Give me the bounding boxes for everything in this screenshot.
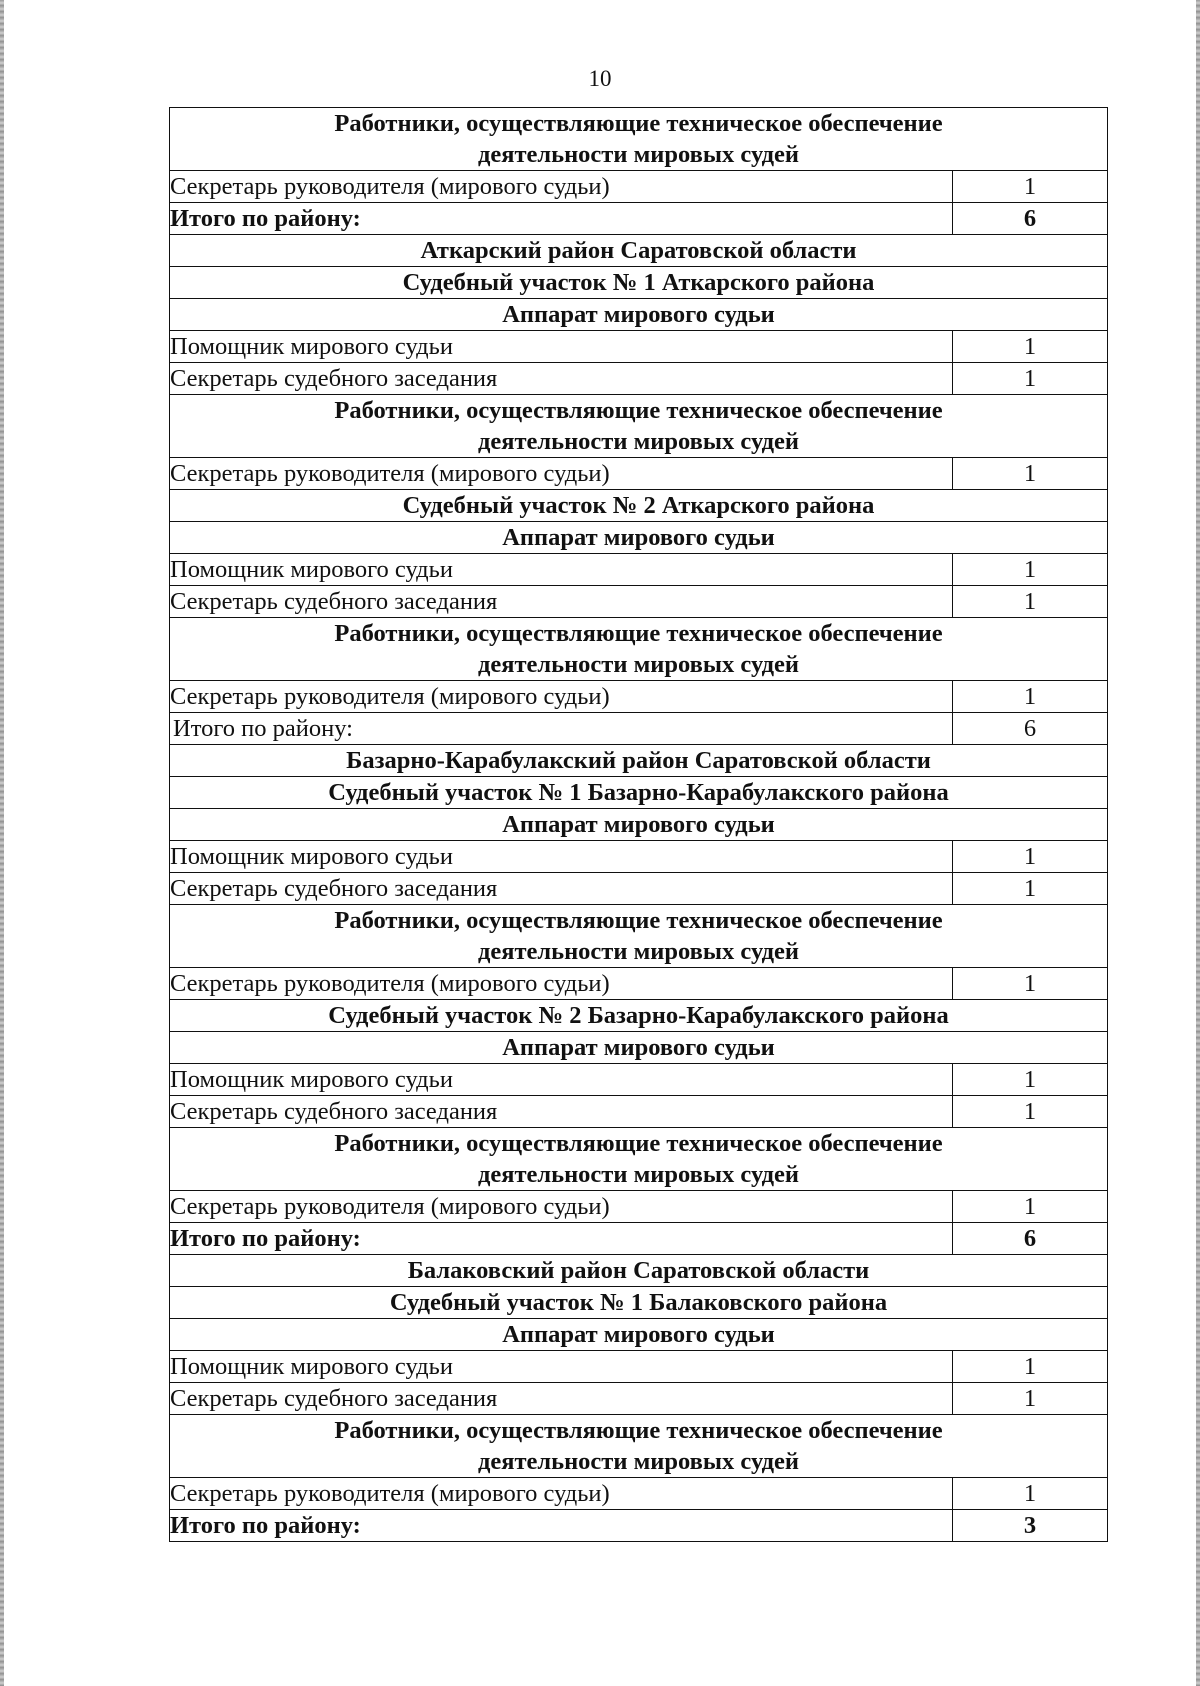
section-heading: Работники, осуществляющие техническое обеспечение деятельности мировых судей [170,1415,1108,1478]
position-name: Секретарь руководителя (мирового судьи) [170,171,953,203]
section-heading: Работники, осуществляющие техническое обеспечение деятельности мировых судей [170,1128,1108,1191]
position-row [170,171,1108,203]
section-heading: Аппарат мирового судьи [170,299,1108,331]
position-row [170,968,1108,1000]
scan-edge-right [1196,0,1200,1686]
section-heading-row [170,905,1108,968]
position-name: Секретарь судебного заседания [170,873,953,905]
position-count: 1 [953,458,1108,490]
section-heading-row [170,1128,1108,1191]
position-name: Секретарь руководителя (мирового судьи) [170,968,953,1000]
section-heading: Работники, осуществляющие техническое обеспечение деятельности мировых судей [170,108,1108,171]
section-heading-row [170,522,1108,554]
position-name: Помощник мирового судьи [170,1064,953,1096]
section-heading-row [170,1287,1108,1319]
section-heading-row [170,267,1108,299]
position-row [170,1191,1108,1223]
section-heading: Работники, осуществляющие техническое обеспечение деятельности мировых судей [170,618,1108,681]
position-count: 1 [953,1478,1108,1510]
section-heading: Судебный участок № 1 Базарно-Карабулакского района [170,777,1108,809]
page-number: 10 [588,66,612,91]
position-row [170,331,1108,363]
position-name: Помощник мирового судьи [170,554,953,586]
position-count: 1 [953,873,1108,905]
section-heading-row [170,1415,1108,1478]
section-heading: Судебный участок № 1 Балаковского района [170,1287,1108,1319]
staffing-table-container [169,107,1107,1542]
section-heading-row [170,299,1108,331]
position-name: Секретарь руководителя (мирового судьи) [170,458,953,490]
district-total-row [170,203,1108,235]
section-heading: Работники, осуществляющие техническое обеспечение деятельности мировых судей [170,395,1108,458]
position-count: 1 [953,554,1108,586]
position-row [170,554,1108,586]
position-count: 1 [953,586,1108,618]
section-heading: Аппарат мирового судьи [170,809,1108,841]
district-total-count: 3 [953,1510,1108,1542]
position-row [170,873,1108,905]
district-total-label: Итого по району: [170,203,953,235]
position-count: 1 [953,363,1108,395]
position-name: Помощник мирового судьи [170,331,953,363]
district-total-label: Итого по району: [170,1223,953,1255]
position-name: Секретарь руководителя (мирового судьи) [170,1191,953,1223]
position-row [170,1064,1108,1096]
position-row [170,363,1108,395]
district-total-count: 6 [953,713,1108,745]
district-total-count: 6 [953,203,1108,235]
position-row [170,1478,1108,1510]
section-heading-row [170,777,1108,809]
section-heading: Аппарат мирового судьи [170,1319,1108,1351]
section-heading: Аппарат мирового судьи [170,522,1108,554]
position-count: 1 [953,681,1108,713]
section-heading: Судебный участок № 2 Базарно-Карабулакского района [170,1000,1108,1032]
position-count: 1 [953,171,1108,203]
section-heading-row [170,108,1108,171]
position-row [170,1351,1108,1383]
position-count: 1 [953,1191,1108,1223]
section-heading: Судебный участок № 2 Аткарского района [170,490,1108,522]
position-count: 1 [953,1351,1108,1383]
staffing-table-body [170,108,1108,1542]
section-heading: Работники, осуществляющие техническое обеспечение деятельности мировых судей [170,905,1108,968]
position-count: 1 [953,1096,1108,1128]
position-count: 1 [953,968,1108,1000]
section-heading-row [170,395,1108,458]
district-total-row [170,1223,1108,1255]
staffing-table [169,107,1108,1542]
position-row [170,586,1108,618]
section-heading: Базарно-Карабулакский район Саратовской области [170,745,1108,777]
district-total-label: Итого по району: [170,1510,953,1542]
section-heading-row [170,1319,1108,1351]
position-name: Секретарь руководителя (мирового судьи) [170,1478,953,1510]
position-name: Помощник мирового судьи [170,1351,953,1383]
section-heading: Балаковский район Саратовской области [170,1255,1108,1287]
position-name: Секретарь руководителя (мирового судьи) [170,681,953,713]
position-count: 1 [953,1383,1108,1415]
position-name: Секретарь судебного заседания [170,1096,953,1128]
section-heading-row [170,235,1108,267]
position-row [170,1096,1108,1128]
position-count: 1 [953,1064,1108,1096]
section-heading: Аткарский район Саратовской области [170,235,1108,267]
section-heading-row [170,490,1108,522]
position-name: Секретарь судебного заседания [170,586,953,618]
section-heading: Аппарат мирового судьи [170,1032,1108,1064]
position-count: 1 [953,331,1108,363]
position-row [170,841,1108,873]
section-heading-row [170,1000,1108,1032]
district-total-row [170,713,1108,745]
district-total-row [170,1510,1108,1542]
district-total-label: Итого по району: [170,713,953,745]
position-count: 1 [953,841,1108,873]
district-total-count: 6 [953,1223,1108,1255]
section-heading-row [170,745,1108,777]
section-heading-row [170,809,1108,841]
position-name: Секретарь судебного заседания [170,363,953,395]
section-heading-row [170,1032,1108,1064]
position-row [170,1383,1108,1415]
position-name: Секретарь судебного заседания [170,1383,953,1415]
section-heading-row [170,1255,1108,1287]
section-heading: Судебный участок № 1 Аткарского района [170,267,1108,299]
position-row [170,458,1108,490]
section-heading-row [170,618,1108,681]
scan-edge-left [0,0,4,1686]
position-name: Помощник мирового судьи [170,841,953,873]
position-row [170,681,1108,713]
